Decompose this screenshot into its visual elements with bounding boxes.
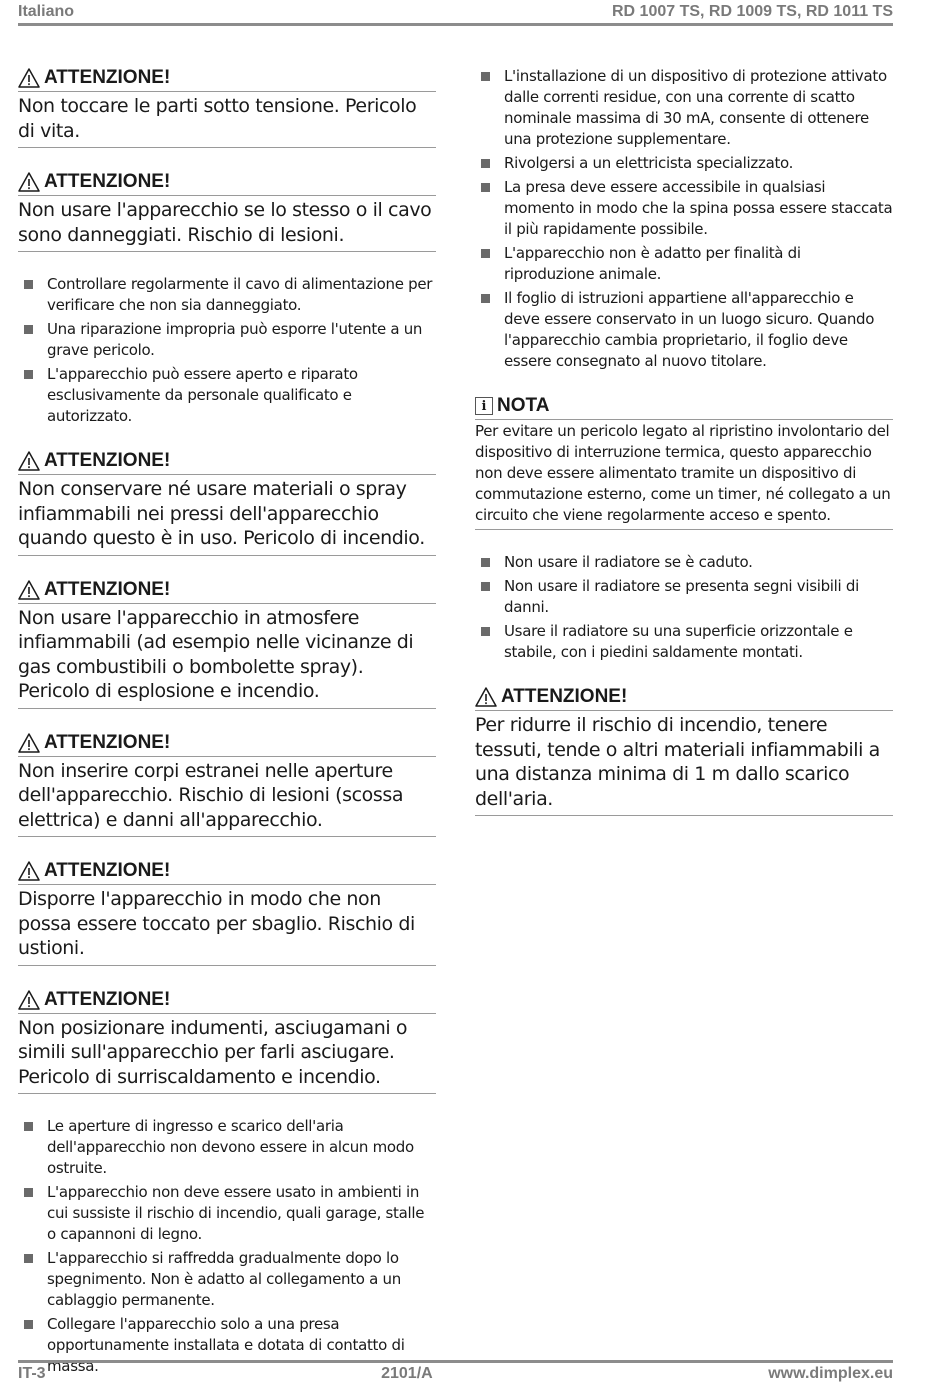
warning-block — [18, 988, 436, 1095]
warning-label: ATTENZIONE! — [44, 67, 171, 88]
warning-text: Non toccare le parti sotto tensione. Pericolo di vita. — [18, 92, 436, 148]
list-item: Una riparazione impropria può esporre l'utente a un grave pericolo. — [18, 319, 436, 361]
list-item: L'apparecchio non è adatto per finalità di riproduzione animale. — [475, 243, 893, 285]
warning-text: Non conservare né usare materiali o spray infiammabili nei pressi dell'apparecchio quando questo è in uso. Pericolo di incendio. — [18, 475, 436, 556]
bullet-square-icon — [24, 325, 33, 334]
left-column — [18, 66, 436, 1399]
warning-heading — [18, 731, 436, 757]
warning-block — [475, 685, 893, 816]
list-item: L'apparecchio può essere aperto e riparato esclusivamente da personale qualificato e autorizzato. — [18, 364, 436, 427]
warning-label: ATTENZIONE! — [501, 686, 628, 707]
warning-block — [18, 66, 436, 148]
warning-text: Non usare l'apparecchio in atmosfere infiammabili (ad esempio nelle vicinanze di gas combustibili o bombolette spray). Pericolo di esplosione e incendio. — [18, 604, 436, 709]
warning-heading — [18, 859, 436, 885]
warning-triangle-icon — [18, 990, 40, 1010]
warning-heading — [18, 988, 436, 1014]
warning-text: Per ridurre il rischio di incendio, tenere tessuti, tende o altri materiali infiammabili a una distanza minima di 1 m dallo scarico dell'aria. — [475, 711, 893, 816]
list-item: Controllare regolarmente il cavo di alimentazione per verificare che non sia danneggiato. — [18, 274, 436, 316]
bullet-list — [18, 1116, 436, 1377]
page-header — [18, 0, 893, 26]
note-text: Per evitare un pericolo legato al ripristino involontario del dispositivo di interruzione termica, questo apparecchio non deve essere alimentato tramite un dispositivo di commutazione esterno, come un timer, né collegato a un circuito che viene regolarmente acceso e spento. — [475, 420, 893, 530]
bullet-square-icon — [24, 1320, 33, 1329]
warning-text: Non inserire corpi estranei nelle aperture dell'apparecchio. Rischio di lesioni (scossa elettrica) e danni all'apparecchio. — [18, 757, 436, 838]
list-item: Collegare l'apparecchio solo a una presa opportunamente installata e dotata di contatto di massa. — [18, 1314, 436, 1377]
list-item: Usare il radiatore su una superficie orizzontale e stabile, con i piedini saldamente montati. — [475, 621, 893, 663]
warning-heading — [18, 170, 436, 196]
list-item: L'apparecchio non deve essere usato in ambienti in cui sussiste il rischio di incendio, quali garage, stalle o capannoni di legno. — [18, 1182, 436, 1245]
bullet-square-icon — [481, 294, 490, 303]
warning-label: ATTENZIONE! — [44, 171, 171, 192]
warning-triangle-icon — [18, 580, 40, 600]
model-list: RD 1007 TS, RD 1009 TS, RD 1011 TS — [611, 2, 893, 20]
warning-triangle-icon — [18, 733, 40, 753]
bullet-square-icon — [481, 582, 490, 591]
warning-triangle-icon — [18, 172, 40, 192]
list-item: La presa deve essere accessibile in qualsiasi momento in modo che la spina possa essere staccata il più rapidamente possibile. — [475, 177, 893, 240]
warning-triangle-icon — [18, 861, 40, 881]
warning-heading — [18, 449, 436, 475]
website-link[interactable]: www.dimplex.eu — [768, 1365, 893, 1382]
warning-label: ATTENZIONE! — [44, 450, 171, 471]
bullet-square-icon — [481, 183, 490, 192]
list-item: Non usare il radiatore se presenta segni visibili di danni. — [475, 576, 893, 618]
warning-triangle-icon — [18, 451, 40, 471]
warning-text: Non posizionare indumenti, asciugamani o simili sull'apparecchio per farli asciugare. Pericolo di surriscaldamento e incendio. — [18, 1014, 436, 1095]
bullet-square-icon — [24, 1122, 33, 1131]
bullet-square-icon — [481, 249, 490, 258]
right-column — [475, 66, 893, 838]
bullet-list — [475, 66, 893, 372]
page-number: IT-3 — [18, 1365, 46, 1382]
list-item: Non usare il radiatore se è caduto. — [475, 552, 893, 573]
warning-block — [18, 170, 436, 252]
warning-block — [18, 731, 436, 838]
note-heading — [475, 394, 893, 420]
bullet-square-icon — [481, 627, 490, 636]
warning-block — [18, 578, 436, 709]
document-code: 2101/A — [381, 1365, 433, 1382]
bullet-square-icon — [481, 159, 490, 168]
warning-label: ATTENZIONE! — [44, 860, 171, 881]
bullet-square-icon — [481, 558, 490, 567]
warning-triangle-icon — [475, 687, 497, 707]
warning-label: ATTENZIONE! — [44, 731, 171, 753]
list-item: Rivolgersi a un elettricista specializzato. — [475, 153, 893, 174]
note-label: NOTA — [497, 395, 550, 416]
list-item: Il foglio di istruzioni appartiene all'apparecchio e deve essere conservato in un luogo sicuro. Quando l'apparecchio cambia proprietario, il foglio deve essere consegnato al nuovo titolare. — [475, 288, 893, 372]
warning-heading — [18, 578, 436, 604]
list-item: Le aperture di ingresso e scarico dell'aria dell'apparecchio non devono essere in alcun modo ostruite. — [18, 1116, 436, 1179]
bullet-square-icon — [24, 280, 33, 289]
note-block — [475, 394, 893, 530]
warning-heading — [475, 685, 893, 711]
page-footer — [18, 1360, 893, 1385]
bullet-list — [18, 274, 436, 427]
bullet-square-icon — [24, 1254, 33, 1263]
bullet-square-icon — [481, 72, 490, 81]
warning-heading — [18, 66, 436, 92]
warning-label: ATTENZIONE! — [44, 988, 171, 1010]
warning-text: Disporre l'apparecchio in modo che non possa essere toccato per sbaglio. Rischio di ustioni. — [18, 885, 436, 966]
language-label: Italiano — [18, 2, 75, 20]
bullet-list — [475, 552, 893, 663]
warning-block — [18, 859, 436, 966]
warning-triangle-icon — [18, 68, 40, 88]
warning-label: ATTENZIONE! — [44, 578, 171, 600]
info-icon: i — [475, 397, 493, 415]
warning-block — [18, 449, 436, 556]
bullet-square-icon — [24, 370, 33, 379]
bullet-square-icon — [24, 1188, 33, 1197]
list-item: L'installazione di un dispositivo di protezione attivato dalle correnti residue, con una corrente di scatto nominale massima di 30 mA, consente di ottenere una protezione supplementare. — [475, 66, 893, 150]
list-item: L'apparecchio si raffredda gradualmente dopo lo spegnimento. Non è adatto al collegamento a un cablaggio permanente. — [18, 1248, 436, 1311]
warning-text: Non usare l'apparecchio se lo stesso o il cavo sono danneggiati. Rischio di lesioni. — [18, 196, 436, 252]
